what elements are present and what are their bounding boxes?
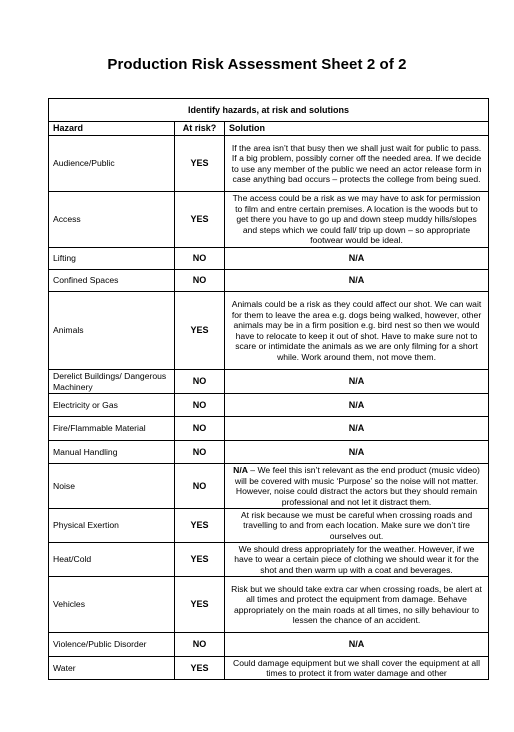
solution-cell: N/A <box>225 394 489 417</box>
table-row <box>49 192 489 248</box>
column-header-solution: Solution <box>225 122 489 136</box>
hazard-cell: Audience/Public <box>49 136 175 192</box>
hazard-cell: Confined Spaces <box>49 270 175 292</box>
table-row <box>49 394 489 417</box>
table-row <box>49 577 489 633</box>
hazard-cell: Noise <box>49 464 175 509</box>
solution-cell: Risk but we should take extra car when crossing roads, be alert at all times and protect the equipment from damage. Behave appropriately on the main roads at all times, no silly behaviour to lessen the chance of an accident. <box>225 577 489 633</box>
risk-assessment-table <box>48 98 489 680</box>
hazard-cell: Manual Handling <box>49 441 175 464</box>
table-row <box>49 417 489 441</box>
solution-cell: At risk because we must be careful when crossing roads and travelling to and from each location. Make sure we don’t tire ourselves out. <box>225 509 489 543</box>
table-row <box>49 657 489 680</box>
solution-text: – We feel this isn’t relevant as the end product (music video) will be covered with music ‘Purpose’ so the noise will not matter. However, noise could distract the actors but they should remain professional and not let it distract them. <box>234 465 480 507</box>
hazard-cell: Vehicles <box>49 577 175 633</box>
at-risk-cell: NO <box>175 417 225 441</box>
page-title: Production Risk Assessment Sheet 2 of 2 <box>107 56 407 73</box>
solution-cell: N/A <box>225 370 489 394</box>
at-risk-cell: NO <box>175 370 225 394</box>
table-row <box>49 543 489 577</box>
solution-cell: N/A <box>225 441 489 464</box>
hazard-cell: Fire/Flammable Material <box>49 417 175 441</box>
solution-cell: N/A <box>225 248 489 270</box>
at-risk-cell: YES <box>175 543 225 577</box>
at-risk-cell: YES <box>175 657 225 680</box>
hazard-cell: Physical Exertion <box>49 509 175 543</box>
at-risk-cell: NO <box>175 394 225 417</box>
at-risk-cell: NO <box>175 633 225 657</box>
solution-cell: If the area isn’t that busy then we shall just wait for public to pass. If a big problem, possibly corner off the needed area. If we decide to use any member of the public we need an actor release form in case anything bad occurs – protects the college from being sued. <box>225 136 489 192</box>
table-row <box>49 509 489 543</box>
column-header-at-risk: At risk? <box>175 122 225 136</box>
hazard-cell: Violence/Public Disorder <box>49 633 175 657</box>
at-risk-cell: YES <box>175 136 225 192</box>
solution-cell: N/A <box>225 633 489 657</box>
solution-cell: We should dress appropriately for the weather. However, if we have to wear a certain piece of clothing we should wear it for the shot and then warm up with a coat and beverages. <box>225 543 489 577</box>
hazard-cell: Lifting <box>49 248 175 270</box>
at-risk-cell: NO <box>175 270 225 292</box>
table-row <box>49 270 489 292</box>
at-risk-cell: NO <box>175 464 225 509</box>
at-risk-cell: NO <box>175 441 225 464</box>
table-row <box>49 633 489 657</box>
hazard-cell: Heat/Cold <box>49 543 175 577</box>
hazard-cell: Electricity or Gas <box>49 394 175 417</box>
solution-cell: N/A <box>225 417 489 441</box>
table-row <box>49 370 489 394</box>
solution-cell: Could damage equipment but we shall cover the equipment at all times to protect it from water damage and other <box>225 657 489 680</box>
at-risk-cell: NO <box>175 248 225 270</box>
solution-cell <box>225 464 489 509</box>
at-risk-cell: YES <box>175 292 225 370</box>
table-row <box>49 248 489 270</box>
table-row <box>49 441 489 464</box>
solution-na-label: N/A <box>233 465 248 475</box>
table-row <box>49 464 489 509</box>
table-caption: Identify hazards, at risk and solutions <box>49 99 489 122</box>
hazard-cell: Animals <box>49 292 175 370</box>
solution-cell: The access could be a risk as we may have to ask for permission to film and entre certain premises. A location is the woods but to get there you have to go up and down steep muddy hills/slopes and steps which we could fall/ trip up down – so appropriate footwear would be ideal. <box>225 192 489 248</box>
hazard-cell: Water <box>49 657 175 680</box>
table-row <box>49 292 489 370</box>
hazard-cell: Derelict Buildings/ Dangerous Machinery <box>49 370 175 394</box>
at-risk-cell: YES <box>175 509 225 543</box>
solution-cell: Animals could be a risk as they could affect our shot. We can wait for them to leave the area e.g. dogs being walked, however, other animals may be in a firm position e.g. bird nest so then we would have to relocate to keep it out of shot. Have to make sure not to scare or intimidate the animals as we are only filming for a short while. Work around them, not move them. <box>225 292 489 370</box>
column-header-hazard: Hazard <box>49 122 175 136</box>
at-risk-cell: YES <box>175 577 225 633</box>
column-header-row <box>49 122 489 136</box>
solution-cell: N/A <box>225 270 489 292</box>
table-row <box>49 136 489 192</box>
at-risk-cell: YES <box>175 192 225 248</box>
table-caption-row <box>49 99 489 122</box>
hazard-cell: Access <box>49 192 175 248</box>
